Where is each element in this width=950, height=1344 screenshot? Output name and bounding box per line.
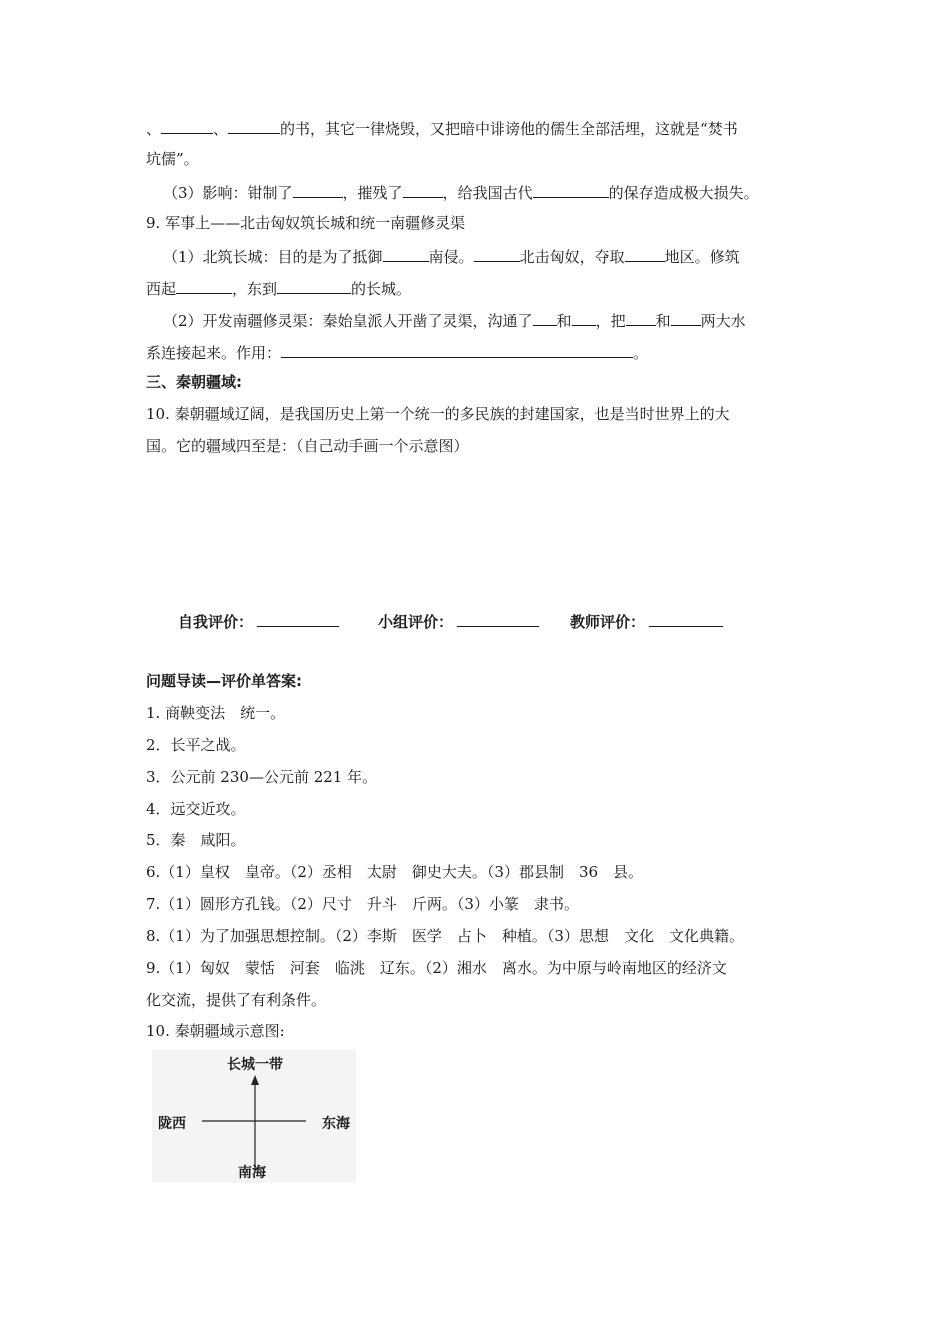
north-arrow-icon	[251, 1075, 259, 1085]
fill-blank[interactable]	[228, 117, 280, 134]
fill-blank[interactable]	[403, 181, 443, 198]
answer-item: 10. 秦朝疆域示意图:	[146, 1022, 285, 1040]
fill-blank[interactable]	[277, 277, 351, 294]
question-9-1: （1）北筑长城：目的是为了抵御 南侵。 北击匈奴，夺取 地区。修筑	[163, 245, 740, 267]
answer-item: 9.（1）匈奴 蒙恬 河套 临洮 辽东。（2）湘水 离水。为中原与岭南地区的经济文	[146, 959, 727, 977]
text-line: 坑儒”。	[146, 150, 199, 168]
teacher-evaluation: 教师评价：	[570, 610, 723, 632]
fill-blank[interactable]	[626, 309, 656, 326]
answer-item: 化交流，提供了有利条件。	[146, 991, 327, 1009]
fill-blank[interactable]	[533, 181, 609, 198]
answer-item: 2．长平之战。	[146, 736, 246, 754]
diagram-label-west: 陇西	[158, 1116, 186, 1132]
answer-item: 5．秦 咸阳。	[146, 831, 246, 849]
answer-item: 1. 商鞅变法 统一。	[146, 704, 286, 722]
question-10-cont: 国。它的疆域四至是：（自己动手画一个示意图）	[146, 437, 469, 455]
fill-blank[interactable]	[176, 277, 232, 294]
question-9-title: 9. 军事上——北击匈奴筑长城和统一南疆修灵渠	[146, 214, 466, 232]
teacher-evaluation-blank[interactable]	[649, 610, 723, 627]
group-evaluation: 小组评价：	[378, 610, 539, 632]
diagram-label-east: 东海	[322, 1116, 350, 1132]
section-3-title: 三、秦朝疆域:	[146, 373, 242, 391]
territory-diagram	[152, 1049, 356, 1183]
fill-blank[interactable]	[625, 245, 665, 262]
answer-item: 7.（1）圆形方孔钱。（2）尺寸 升斗 斤两。（3）小篆 隶书。	[146, 895, 579, 913]
fill-blank[interactable]	[572, 309, 596, 326]
answer-item: 4．远交近攻。	[146, 800, 246, 818]
diagram-label-north: 长城一带	[227, 1057, 283, 1073]
answer-item: 6.（1）皇权 皇帝。（2）丞相 太尉 御史大夫。（3）郡县制 36 县。	[146, 863, 644, 881]
fill-blank[interactable]	[671, 309, 701, 326]
fill-blank[interactable]	[293, 181, 343, 198]
question-10: 10. 秦朝疆域辽阔，是我国历史上第一个统一的多民族的封建国家，也是当时世界上的大	[146, 405, 730, 423]
question-9-2-cont: 系连接起来。作用： 。	[146, 341, 648, 363]
group-evaluation-blank[interactable]	[457, 610, 539, 627]
answer-item: 3．公元前 230—公元前 221 年。	[146, 768, 378, 786]
diagram-label-south: 南海	[238, 1165, 266, 1181]
self-evaluation: 自我评价：	[178, 610, 339, 632]
fill-blank[interactable]	[533, 309, 557, 326]
fill-blank[interactable]	[281, 341, 633, 358]
question-9-2: （2）开发南疆修灵渠：秦始皇派人开凿了灵渠，沟通了 和 ，把 和 两大水	[163, 309, 746, 331]
question-9-1-cont: 西起 ，东到 的长城。	[146, 277, 411, 299]
fill-blank[interactable]	[474, 245, 520, 262]
fill-blank[interactable]	[383, 245, 429, 262]
text-line: 、 、 的书，其它一律烧毁，又把暗中诽谤他的儒生全部活埋，这就是“焚书	[146, 117, 738, 139]
answer-item: 8.（1）为了加强思想控制。（2）李斯 医学 占卜 种植。（3）思想 文化 文化典籍。	[146, 927, 744, 945]
answers-title: 问题导读—评价单答案:	[146, 672, 302, 690]
self-evaluation-blank[interactable]	[257, 610, 339, 627]
impact-line: （3）影响：钳制了 ，摧残了 ，给我国古代 的保存造成极大损失。	[163, 181, 759, 203]
fill-blank[interactable]	[161, 117, 213, 134]
